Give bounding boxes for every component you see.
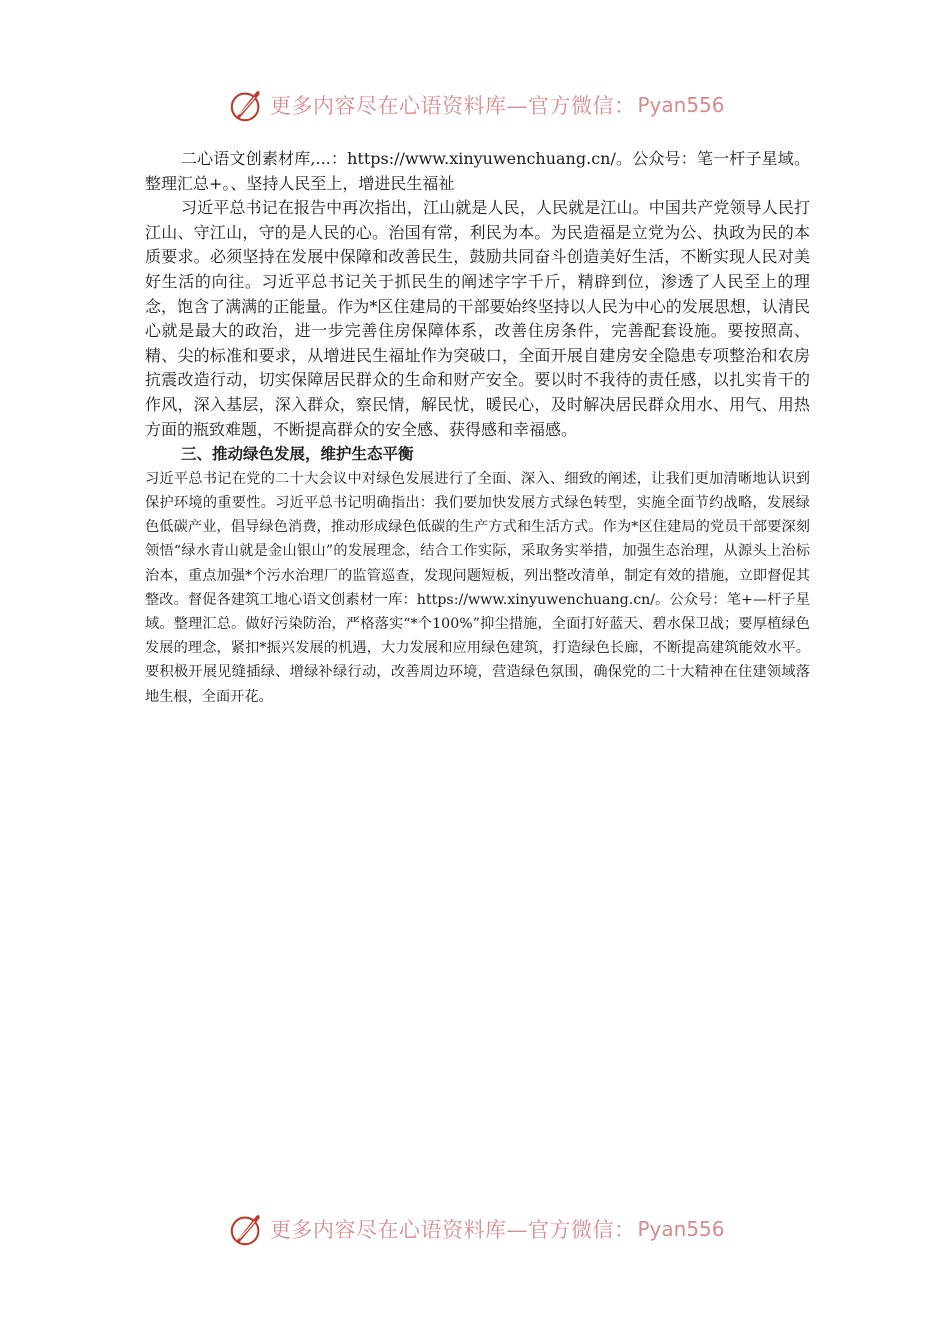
banner-text: 更多内容尽在心语资料库—官方微信： [270, 1218, 636, 1242]
quill-pen-logo-icon [228, 86, 266, 124]
footer-banner [228, 1209, 748, 1249]
banner-wechat-id: Pyan556 [637, 93, 725, 117]
banner-text: 更多内容尽在心语资料库—官方微信： [270, 94, 636, 118]
banner-wechat-id: Pyan556 [637, 1217, 725, 1241]
header-banner [228, 85, 748, 125]
paragraph-green-development: 习近平总书记在党的二十大会议中对绿色发展进行了全面、深入、细致的阐述，让我们更加清晰地认识到保护环境的重要性。习近平总书记明确指出：我们要加快发展方式绿色转型，实施全面节约战略，发展绿色低碳产业，倡导绿色消费，推动形成绿色低碳的生产方式和生活方式。作为*区住建局的党员干部要深刻领悟“绿水青山就是金山银山”的发展理念，结合工作实际，采取务实举措，加强生态治理，从源头上治标治本，重点加强*个污水治理厂的监管巡查，发现问题短板，列出整改清单，制定有效的措施，立即督促其整改。督促各建筑工地心语文创素材一库：https://www.xinyuwenchuang.cn/。公众号：笔+—杆子星域。整理汇总。做好污染防治，严格落实“*个100%”抑尘措施，全面打好蓝天、碧水保卫战；要厚植绿色发展的理念，紧扣*振兴发展的机遇，大力发展和应用绿色建筑，打造绿色长廊，不断提高建筑能效水平。要积极开展见缝插绿、增绿补绿行动，改善周边环境，营造绿色氛围，确保党的二十大精神在住建领域落地生根，全面开花。 [145, 470, 810, 705]
paragraph-intro: 二心语文创素材库,...：https://www.xinyuwenchuang.cn/。公众号：笔一杆子星域。整理汇总+。、坚持人民至上，增进民生福祉 [145, 149, 810, 193]
section-heading-3: 三、推动绿色发展，维护生态平衡 [181, 445, 414, 464]
quill-pen-logo-icon [228, 1210, 266, 1248]
paragraph-people-first: 习近平总书记在报告中再次指出，江山就是人民，人民就是江山。中国共产党领导人民打江山、守江山，守的是人民的心。治国有常，利民为本。为民造福是立党为公、执政为民的本质要求。必须坚持在发展中保障和改善民生，鼓励共同奋斗创造美好生活，不断实现人民对美好生活的向往。习近平总书记关于抓民生的阐述字字千斤，精辟到位，渗透了人民至上的理念，饱含了满满的正能量。作为*区住建局的干部要始终坚持以人民为中心的发展思想，认清民心就是最大的政治，进一步完善住房保障体系，改善住房条件，完善配套设施。要按照高、精、尖的标准和要求，从增进民生福址作为突破口，全面开展自建房安全隐患专项整治和农房抗震改造行动，切实保障居民群众的生命和财产安全。要以时不我待的责任感，以扎实肯干的作风，深入基层，深入群众，察民情，解民忧，暖民心，及时解决居民群众用水、用气、用热方面的瓶致难题，不断提高群众的安全感、获得感和幸福感。 [145, 198, 810, 439]
document-body [145, 147, 810, 709]
